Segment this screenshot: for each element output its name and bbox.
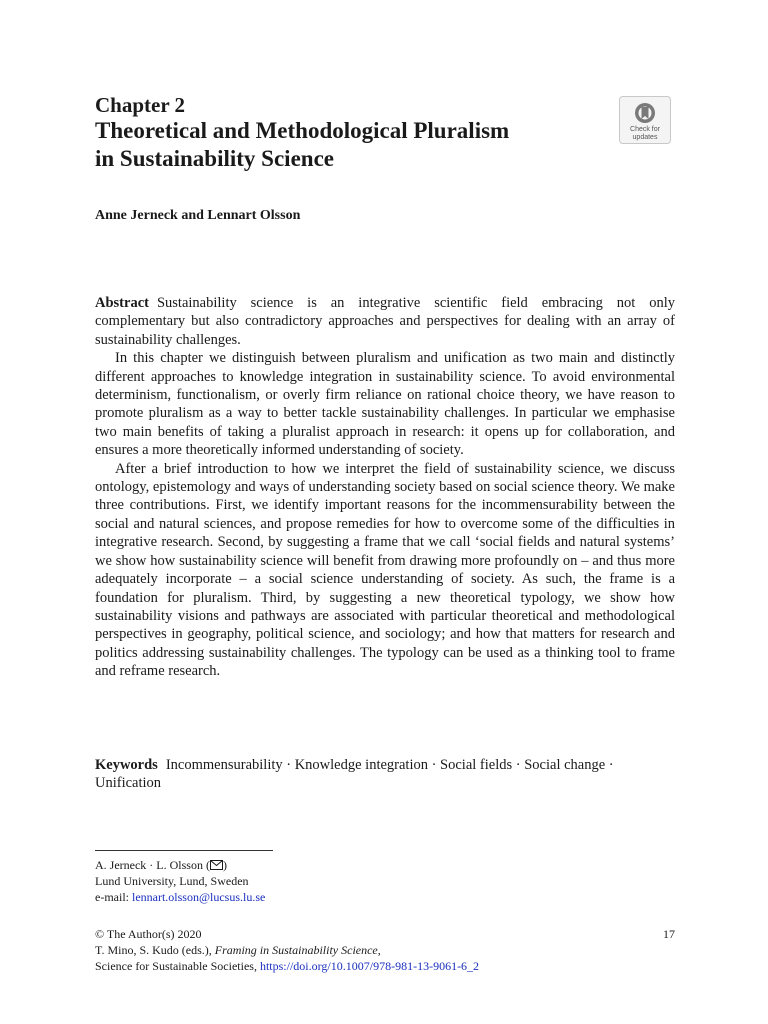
footnote-affiliation: Lund University, Lund, Sweden	[95, 874, 249, 888]
page-number: 17	[663, 927, 675, 941]
check-for-updates-badge[interactable]	[619, 96, 671, 144]
badge-line2: updates	[632, 134, 658, 141]
chapter-title-line2: in Sustainability Science	[95, 146, 334, 171]
chapter-label: Chapter 2	[95, 93, 186, 117]
bookmark-ring-icon	[633, 101, 657, 125]
editors: T. Mino, S. Kudo (eds.),	[95, 943, 215, 957]
abstract-paragraph-1	[95, 294, 675, 349]
email-link[interactable]: lennart.olsson@lucsus.lu.se	[131, 890, 266, 904]
footnote-divider	[95, 850, 273, 851]
citation-comma: ,	[377, 943, 381, 957]
series-line	[95, 958, 675, 974]
keywords-list: Incommensurability · Knowledge integration · Social fields · Social change · Unification	[95, 757, 614, 792]
paper-page	[95, 0, 675, 1024]
envelope-icon[interactable]	[210, 860, 223, 870]
abstract-p1-text: Sustainability science is an integrative scientific field embracing not only complementary but also contradictory approaches and perspectives for dealing with an array of sustainability challenges.	[95, 295, 675, 348]
copyright-line: © The Author(s) 2020	[95, 927, 202, 941]
keywords	[95, 756, 675, 793]
chapter-title	[95, 117, 615, 173]
email-label: e-mail:	[95, 890, 132, 904]
chapter-title-line1: Theoretical and Methodological Pluralism	[95, 118, 510, 143]
keywords-heading: Keywords	[95, 757, 158, 773]
abstract-paragraph-2: In this chapter we distinguish between pluralism and unification as two main and distinctly different approaches to knowledge integration in sustainability science. To avoid environmental determinism, functionalism, or overly firm reliance on rational choice theory, we have reason to promote pluralism as a way to better tackle sustainability challenges. In particular we emphasise two main benefits of taking a pluralist approach in research: it opens up for collaboration, and ensures a more theoretically informed understanding of society.	[95, 350, 675, 459]
footnote-email-line	[95, 889, 265, 905]
book-title: Framing in Sustainability Science	[214, 943, 378, 957]
doi-link[interactable]: https://doi.org/10.1007/978-981-13-9061-6_2	[259, 959, 480, 973]
badge-line1: Check for	[630, 126, 660, 133]
abstract	[95, 294, 675, 681]
footnote-names-line: A. Jerneck · L. Olsson ( )	[95, 858, 227, 872]
book-citation-line	[95, 942, 675, 958]
abstract-paragraph-3: After a brief introduction to how we interpret the field of sustainability science, we discuss ontology, epistemology and ways of understanding society based on social science theory. We make three contributions. First, we identify important reasons for the incommensurability between the social and natural sciences, and propose remedies for how to overcome some of the difficulties in integrative research. Second, by suggesting a frame that we call ‘social fields and natural systems’ we show how sustainability science will benefit from drawing more profoundly on – and thus more adequately incorporate – a social science understanding of society. As such, the frame is a foundation for pluralism. Third, by suggesting a new theoretical typology, we show how sustainability visions and pathways are associated with particular theoretical and methodological perspectives in geography, political science, and sociology; and how that matters for research and politics addressing sustainability challenges. The typology can be used as a thinking tool to frame and reframe research.	[95, 460, 675, 680]
author-footnote	[95, 857, 265, 905]
abstract-heading: Abstract	[95, 295, 149, 311]
footnote-names: A. Jerneck · L. Olsson	[95, 858, 203, 872]
authors: Anne Jerneck and Lennart Olsson	[95, 208, 301, 223]
series-name: Science for Sustainable Societies,	[95, 959, 260, 973]
copyright-block	[95, 926, 675, 974]
